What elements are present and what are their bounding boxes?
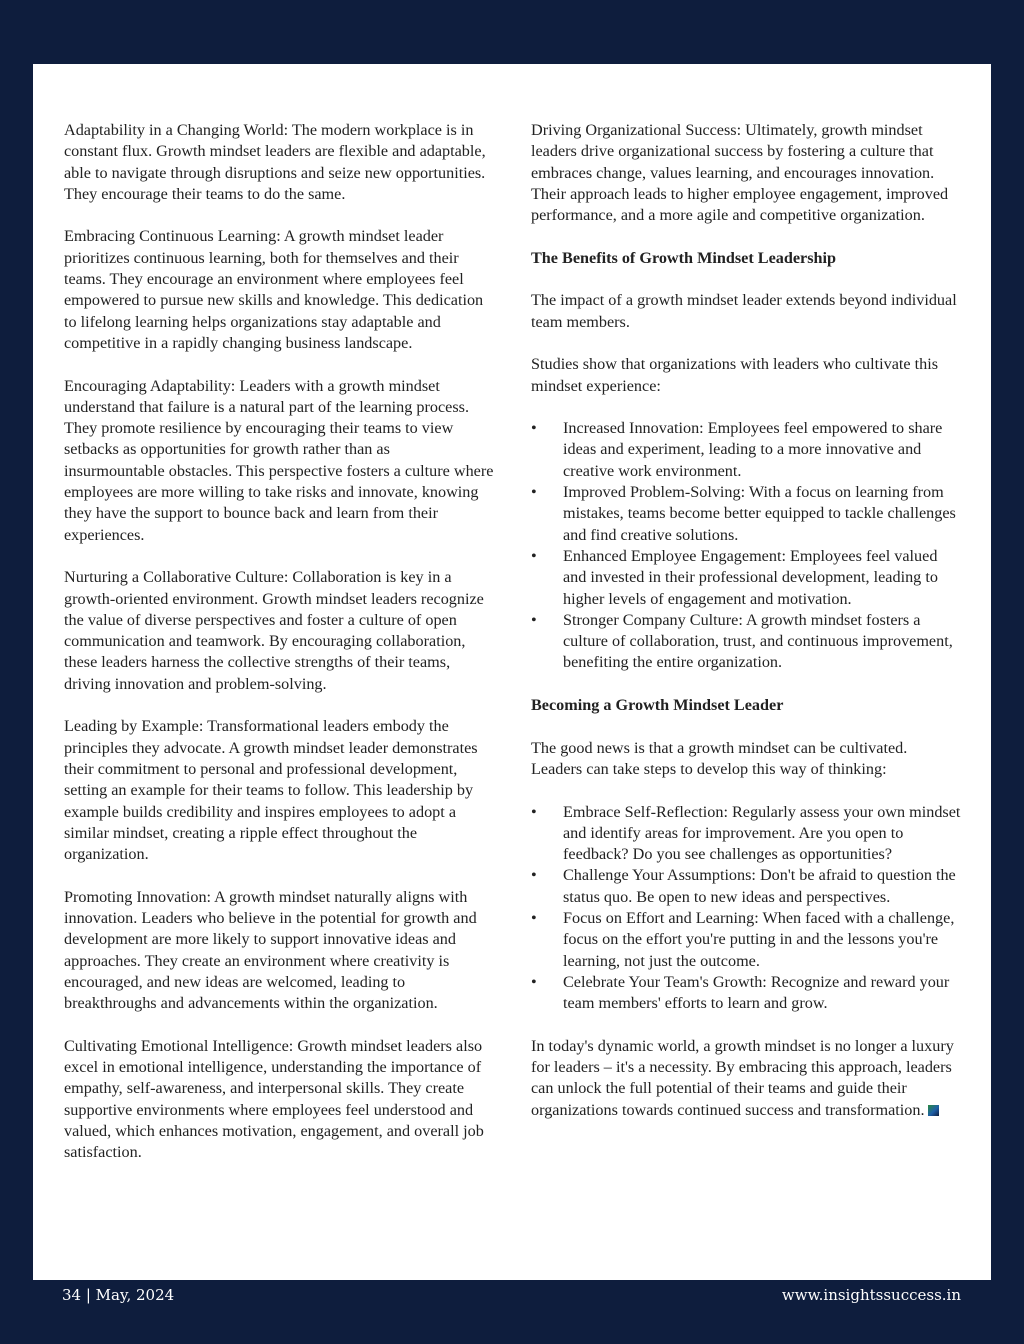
left-column xyxy=(64,120,494,1185)
list-item: • Stronger Company Culture: A growth mindset fosters a culture of collaboration, trust, and continuous improvement, benefiting the entire organization. xyxy=(531,610,961,674)
becoming-list xyxy=(531,802,961,1015)
list-item: • Improved Problem-Solving: With a focus on learning from mistakes, teams become better equipped to tackle challenges and find creative solutions. xyxy=(531,482,961,546)
paragraph-promoting-innovation: Promoting Innovation: A growth mindset naturally aligns with innovation. Leaders who believe in the potential for growth and development are more likely to support innovative ideas and approaches. They create an environment where creativity is encouraged, and new ideas are welcomed, leading to breakthroughs and advancements within the organization. xyxy=(64,887,477,1013)
paragraph-becoming-intro: The good news is that a growth mindset can be cultivated. Leaders can take steps to develop this way of thinking: xyxy=(531,738,908,778)
list-item: • Challenge Your Assumptions: Don't be afraid to question the status quo. Be open to new ideas and perspectives. xyxy=(531,865,961,908)
paragraph-emotional-intelligence: Cultivating Emotional Intelligence: Growth mindset leaders also excel in emotional intelligence, understanding the importance of empathy, self-awareness, and interpersonal skills. They create supportive environments where employees feel understood and valued, which enhances motivation, engagement, and overall job satisfaction. xyxy=(64,1036,484,1162)
list-item: • Increased Innovation: Employees feel empowered to share ideas and experiment, leading to a more innovative and creative work environment. xyxy=(531,418,961,482)
paragraph-encouraging-adaptability: Encouraging Adaptability: Leaders with a growth mindset understand that failure is a natural part of the learning process. They promote resilience by encouraging their teams to view setbacks as opportunities for growth rather than as insurmountable obstacles. This perspective fosters a culture where employees are more willing to take risks and innovate, knowing they have the support to bounce back and learn from their experiences. xyxy=(64,376,494,544)
paragraph-adaptability: Adaptability in a Changing World: The modern workplace is in constant flux. Growth mindset leaders are flexible and adaptable, able to navigate through disruptions and seize new opportunities. They encourage their teams to do the same. xyxy=(64,121,486,203)
paragraph-benefits-impact: The impact of a growth mindset leader extends beyond individual team members. xyxy=(531,291,957,331)
paragraph-leading-by-example: Leading by Example: Transformational leaders embody the principles they advocate. A growth mindset leader demonstrates their commitment to personal and professional development, setting an example for their teams to follow. This leadership by example builds credibility and inspires employees to adopt a similar mindset, creating a ripple effect throughout the organization. xyxy=(64,717,478,864)
footer-website-link[interactable]: www.insightssuccess.in xyxy=(781,1286,961,1304)
paragraph-collaborative-culture: Nurturing a Collaborative Culture: Collaboration is key in a growth-oriented environment. Growth mindset leaders recognize the value of diverse perspectives and foster a culture of open communication and teamwork. By encouraging collaboration, these leaders harness the collective strengths of their teams, driving innovation and problem-solving. xyxy=(64,568,484,693)
paragraph-benefits-studies: Studies show that organizations with leaders who cultivate this mindset experience: xyxy=(531,355,939,395)
footer-page-info: 34 | May, 2024 xyxy=(62,1286,175,1304)
list-item: • Embrace Self-Reflection: Regularly assess your own mindset and identify areas for improvement. Are you open to feedback? Do you see challenges as opportunities? xyxy=(531,802,961,866)
article-page xyxy=(33,64,991,1280)
end-of-article-icon xyxy=(928,1105,939,1116)
paragraph-conclusion xyxy=(531,1036,961,1121)
benefits-list xyxy=(531,418,961,674)
heading-becoming-leader: Becoming a Growth Mindset Leader xyxy=(531,696,784,715)
list-item: • Focus on Effort and Learning: When faced with a challenge, focus on the effort you're putting in and the lessons you're learning, not just the outcome. xyxy=(531,908,961,972)
conclusion-text: In today's dynamic world, a growth mindset is no longer a luxury for leaders – it's a necessity. By embracing this approach, leaders can unlock the full potential of their teams and guide their organizations towards continued success and transformation. xyxy=(531,1036,954,1119)
paragraph-organizational-success: Driving Organizational Success: Ultimately, growth mindset leaders drive organizational success by fostering a culture that embraces change, values learning, and encourages innovation. Their approach leads to higher employee engagement, improved performance, and a more agile and competitive organization. xyxy=(531,121,949,225)
list-item: • Enhanced Employee Engagement: Employees feel valued and invested in their professional development, leading to higher levels of engagement and motivation. xyxy=(531,546,961,610)
right-column xyxy=(531,120,961,1142)
list-item: • Celebrate Your Team's Growth: Recognize and reward your team members' efforts to learn and grow. xyxy=(531,972,961,1015)
paragraph-continuous-learning: Embracing Continuous Learning: A growth mindset leader prioritizes continuous learning, both for themselves and their teams. They encourage an environment where employees feel empowered to pursue new skills and knowledge. This dedication to lifelong learning helps organizations stay adaptable and competitive in a rapidly changing business landscape. xyxy=(64,227,484,352)
heading-benefits: The Benefits of Growth Mindset Leadership xyxy=(531,248,837,267)
